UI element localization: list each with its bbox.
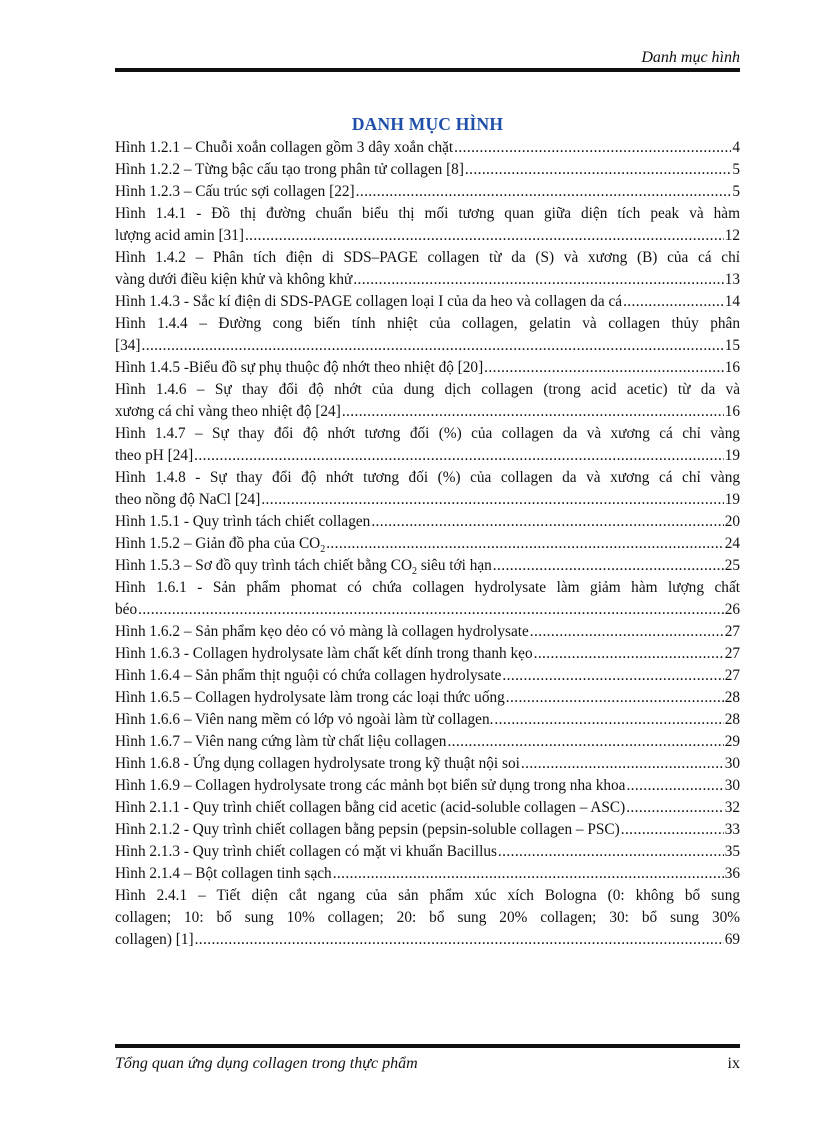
page-ref: 27 xyxy=(724,667,740,684)
figure-entry[interactable] xyxy=(115,643,740,665)
dot-leader xyxy=(493,555,724,577)
figure-entry[interactable] xyxy=(115,313,740,357)
figure-entry-text: xương cá chỉ vàng theo nhiệt độ [24] xyxy=(115,403,341,420)
figure-entry-text: vàng dưới điều kiện khử và không khử xyxy=(115,271,353,288)
page-ref: 20 xyxy=(724,513,740,530)
page-ref: 36 xyxy=(724,865,740,882)
page-ref: 69 xyxy=(724,931,740,948)
dot-leader xyxy=(356,181,732,203)
figure-entry-text: Hình 1.4.7 – Sự thay đổi độ nhớt tương đối (%) của collagen da và xương cá chỉ vàng xyxy=(115,425,740,442)
page-ref: 16 xyxy=(724,403,740,420)
dot-leader xyxy=(626,775,723,797)
figure-entry-text: Hình 2.1.1 - Quy trình chiết collagen bằng cid acetic (acid-soluble collagen – ASC) xyxy=(115,799,626,816)
figure-entry-text: collagen) [1] xyxy=(115,931,194,948)
page-number: ix xyxy=(727,1055,740,1072)
dot-leader xyxy=(621,819,724,841)
figure-entry-text: Hình 1.2.1 – Chuỗi xoắn collagen gồm 3 dây xoắn chặt xyxy=(115,139,454,156)
running-header: Danh mục hình xyxy=(641,49,740,66)
figure-entry-text: Hình 1.4.5 -Biểu đồ sự phụ thuộc độ nhớt theo nhiệt độ [20] xyxy=(115,359,484,376)
dot-leader xyxy=(261,489,723,511)
figure-entry[interactable] xyxy=(115,577,740,621)
dot-leader xyxy=(498,841,724,863)
page-ref: 28 xyxy=(724,689,740,706)
footer-rule xyxy=(115,1044,740,1048)
dot-leader xyxy=(484,357,724,379)
figure-entry-text: [34] xyxy=(115,337,141,354)
figure-entry-text: Hình 1.6.7 – Viên nang cứng làm từ chất liệu collagen xyxy=(115,733,447,750)
figure-entry-text: Hình 1.2.3 – Cấu trúc sợi collagen [22] xyxy=(115,183,355,200)
header-rule xyxy=(115,68,740,72)
dot-leader xyxy=(530,621,724,643)
figure-entry-text: Hình 1.6.9 – Collagen hydrolysate trong các mảnh bọt biển sử dụng trong nha khoa xyxy=(115,777,626,794)
figure-entry[interactable] xyxy=(115,533,740,555)
figure-entry[interactable] xyxy=(115,753,740,775)
dot-leader xyxy=(534,643,724,665)
figure-entry[interactable] xyxy=(115,181,740,203)
dot-leader xyxy=(626,797,724,819)
figure-entry[interactable] xyxy=(115,863,740,885)
figure-entry-text: theo nồng độ NaCl [24] xyxy=(115,491,261,508)
figure-entry-text: Hình 1.4.8 - Sự thay đổi độ nhớt tương đối (%) của collagen da và xương cá chỉ vàng xyxy=(115,469,740,486)
page-ref: 12 xyxy=(724,227,740,244)
figure-entry-text: Hình 1.5.1 - Quy trình tách chiết collagen xyxy=(115,513,371,530)
figure-entry-text: Hình 1.2.2 – Từng bậc cấu tạo trong phân tử collagen [8] xyxy=(115,161,464,178)
figure-entry-text: Hình 2.1.2 - Quy trình chiết collagen bằng pepsin (pepsin-soluble collagen – PSC) xyxy=(115,821,620,838)
figure-entry-text: Hình 2.1.3 - Quy trình chiết collagen có mặt vi khuẩn Bacillus xyxy=(115,843,497,860)
page-ref: 24 xyxy=(724,535,740,552)
figure-entry[interactable] xyxy=(115,511,740,533)
dot-leader xyxy=(194,445,724,467)
dot-leader xyxy=(447,731,723,753)
figure-entry[interactable] xyxy=(115,291,740,313)
figure-entry[interactable] xyxy=(115,819,740,841)
figure-entry[interactable] xyxy=(115,467,740,511)
page-ref: 33 xyxy=(724,821,740,838)
figure-entry[interactable] xyxy=(115,841,740,863)
dot-leader xyxy=(521,753,724,775)
figure-entry-text: Hình 1.4.6 – Sự thay đổi độ nhớt của dung dịch collagen (trong acid acetic) từ da và xyxy=(115,381,740,398)
figure-entry-text: Hình 1.6.3 - Collagen hydrolysate làm chất kết dính trong thanh kẹo xyxy=(115,645,533,662)
page-ref: 13 xyxy=(724,271,740,288)
figure-entry[interactable] xyxy=(115,885,740,951)
figure-entry-text: Hình 1.6.8 - Ứng dụng collagen hydrolysate trong kỹ thuật nội soi xyxy=(115,755,520,772)
page-ref: 25 xyxy=(724,557,740,574)
dot-leader xyxy=(506,687,724,709)
figure-entry[interactable] xyxy=(115,203,740,247)
figure-entry-text: collagen; 10: bổ sung 10% collagen; 20: bổ sung 20% collagen; 30: bổ sung 30% xyxy=(115,909,740,926)
dot-leader xyxy=(494,709,723,731)
dot-leader xyxy=(195,929,724,951)
page-ref: 28 xyxy=(724,711,740,728)
page-ref: 27 xyxy=(724,623,740,640)
figure-entry[interactable] xyxy=(115,137,740,159)
page-ref: 30 xyxy=(724,755,740,772)
figure-entry-text: Hình 2.4.1 – Tiết diện cắt ngang của sản phẩm xúc xích Bologna (0: không bổ sung xyxy=(115,887,740,904)
figure-entry-text: Hình 1.6.2 – Sản phẩm kẹo dẻo có vỏ màng là collagen hydrolysate xyxy=(115,623,529,640)
dot-leader xyxy=(333,863,724,885)
figure-entry-text: Hình 2.1.4 – Bột collagen tinh sạch xyxy=(115,865,332,882)
page-ref: 4 xyxy=(732,139,740,156)
figure-entry[interactable] xyxy=(115,687,740,709)
page-ref: 26 xyxy=(724,601,740,618)
figure-entry[interactable] xyxy=(115,247,740,291)
figure-entry-text: béo xyxy=(115,601,138,618)
figure-entry-text: Hình 1.4.1 - Đồ thị đường chuẩn biểu thị mối tương quan giữa diện tích peak và hàm xyxy=(115,205,740,222)
figure-entry[interactable] xyxy=(115,731,740,753)
figure-entry-text: Hình 1.6.1 - Sản phẩm phomat có chứa collagen hydrolysate làm giảm hàm lượng chất xyxy=(115,579,740,596)
subscript: 2 xyxy=(412,566,417,578)
page-ref: 19 xyxy=(724,491,740,508)
footer-title: Tổng quan ứng dụng collagen trong thực phẩm xyxy=(115,1055,418,1072)
subscript: 2 xyxy=(320,544,326,556)
page-ref: 19 xyxy=(724,447,740,464)
dot-leader xyxy=(353,269,723,291)
page-ref: 32 xyxy=(724,799,740,816)
dot-leader xyxy=(142,335,724,357)
dot-leader xyxy=(138,599,724,621)
dot-leader xyxy=(465,159,731,181)
figure-entry-text: Hình 1.5.2 – Giản đồ pha của $CO_2$ xyxy=(115,535,326,556)
figure-entry[interactable] xyxy=(115,159,740,181)
dot-leader xyxy=(623,291,724,313)
page-ref: 29 xyxy=(724,733,740,750)
page-ref: 16 xyxy=(724,359,740,376)
figure-entry[interactable] xyxy=(115,775,740,797)
dot-leader xyxy=(454,137,731,159)
page-ref: 14 xyxy=(724,293,740,310)
dot-leader xyxy=(245,225,724,247)
figure-entry[interactable] xyxy=(115,665,740,687)
figure-entry-text: Hình 1.6.5 – Collagen hydrolysate làm trong các loại thức uống xyxy=(115,689,505,706)
page-ref: 5 xyxy=(732,183,740,200)
figure-entry[interactable] xyxy=(115,379,740,423)
figure-entry-text: Hình 1.4.3 - Sắc kí điện di SDS-PAGE collagen loại I của da heo và collagen da cá xyxy=(115,293,623,310)
figure-entry-text: Hình 1.4.4 – Đường cong biến tính nhiệt của collagen, gelatin và collagen thủy phân xyxy=(115,315,740,332)
page-ref: 5 xyxy=(732,161,740,178)
dot-leader xyxy=(371,511,723,533)
figure-entry-text: Hình 1.4.2 – Phân tích điện di SDS–PAGE collagen từ da (S) và xương (B) của cá chỉ xyxy=(115,249,740,266)
figure-entry[interactable] xyxy=(115,621,740,643)
figure-entry-text: Hình 1.5.3 – Sơ đồ quy trình tách chiết bằng $CO_2$ siêu tới hạn xyxy=(115,557,492,578)
dot-leader xyxy=(342,401,724,423)
figure-entry[interactable] xyxy=(115,555,740,577)
figure-entry-text: lượng acid amin [31] xyxy=(115,227,244,244)
figure-list xyxy=(115,137,740,951)
figure-entry[interactable] xyxy=(115,797,740,819)
figure-entry[interactable] xyxy=(115,357,740,379)
figure-entry[interactable] xyxy=(115,709,740,731)
figure-entry-text: Hình 1.6.4 – Sản phẩm thịt nguội có chứa collagen hydrolysate xyxy=(115,667,502,684)
page-ref: 15 xyxy=(724,337,740,354)
figure-entry-text: Hình 1.6.6 – Viên nang mềm có lớp vỏ ngoài làm từ collagen. xyxy=(115,711,494,728)
dot-leader xyxy=(326,533,724,555)
page-title: DANH MỤC HÌNH xyxy=(351,114,504,134)
figure-entry[interactable] xyxy=(115,423,740,467)
figure-entry-text: theo pH [24] xyxy=(115,447,194,464)
dot-leader xyxy=(502,665,723,687)
page-ref: 30 xyxy=(724,777,740,794)
page-ref: 35 xyxy=(724,843,740,860)
page-ref: 27 xyxy=(724,645,740,662)
